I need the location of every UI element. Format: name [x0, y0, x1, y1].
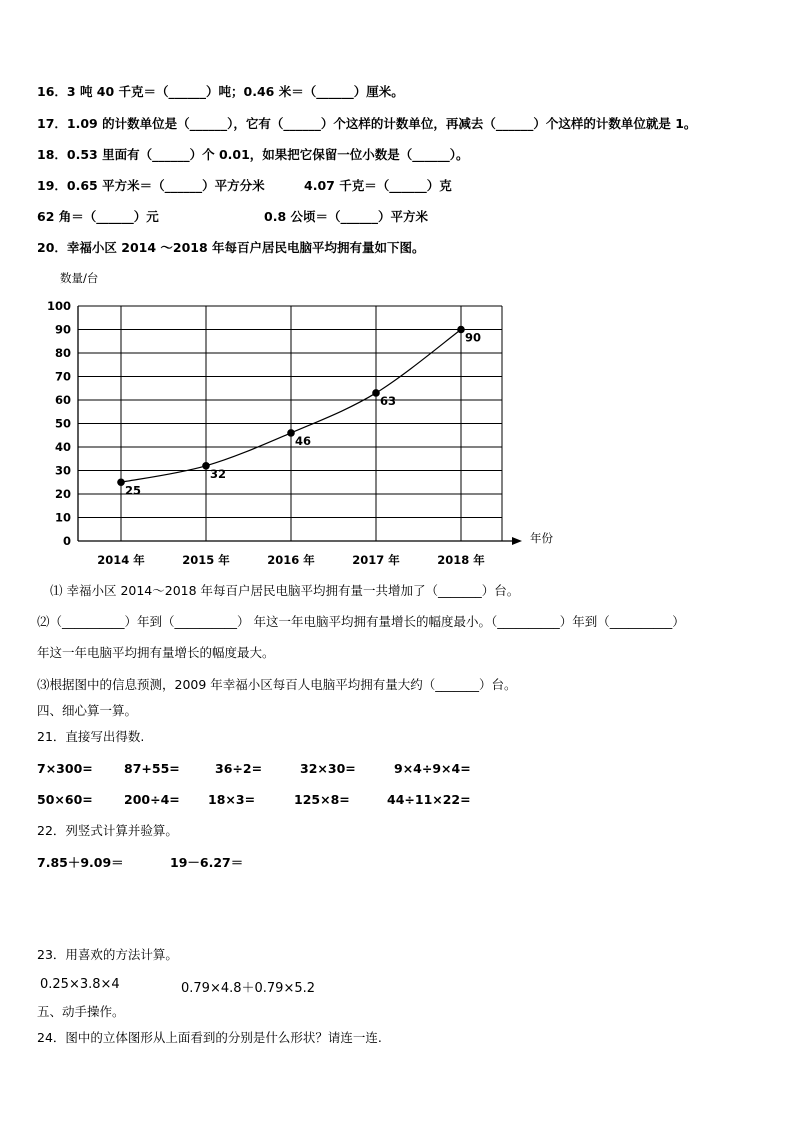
question-24: 24．图中的立体图形从上面看到的分别是什么形状？请连一连. — [37, 1030, 382, 1045]
data-point — [287, 429, 295, 437]
data-point — [202, 462, 210, 470]
question-23: 23．用喜欢的方法计算。 — [37, 947, 178, 962]
question-18: 18．0.53 里面有（______）个 0.01，如果把它保留一位小数是（______）。 — [37, 147, 469, 162]
calc-23-b: 0.79×4.8＋0.79×5.2 — [181, 981, 316, 996]
calc-21-r2-c1: 50×60= — [37, 792, 93, 807]
x-axis-arrow — [512, 537, 522, 545]
question-19-c: 62 角＝（______）元 — [37, 209, 159, 224]
question-20-1: ⑴ 幸福小区 2014～2018 年每百户居民电脑平均拥有量一共增加了（_______）台。 — [50, 583, 520, 598]
x-tick-label: 2016 年 — [267, 553, 315, 567]
data-label: 90 — [465, 330, 482, 345]
y-axis-label: 数量/台 — [60, 271, 99, 285]
data-point — [117, 478, 125, 486]
data-label: 63 — [380, 393, 397, 408]
y-tick-label: 30 — [54, 463, 71, 478]
calc-22-b: 19－6.27＝ — [170, 855, 244, 870]
y-tick-label: 40 — [54, 440, 71, 454]
question-16: 16．3 吨 40 千克＝（______）吨；0.46 米＝（______）厘米。 — [37, 84, 404, 99]
question-19-b: 4.07 千克＝（______）克 — [304, 178, 452, 193]
data-point — [457, 326, 465, 334]
question-20: 20．幸福小区 2014 ～2018 年每百户居民电脑平均拥有量如下图。 — [37, 240, 425, 255]
calc-21-r2-c2: 200÷4= — [124, 792, 180, 807]
chart-axes — [78, 306, 522, 545]
x-tick-label: 2015 年 — [182, 553, 230, 567]
calc-21-r1-c1: 7×300= — [37, 761, 93, 776]
calc-21-r1-c2: 87+55= — [124, 761, 180, 776]
y-tick-label: 60 — [54, 393, 71, 407]
y-tick-label: 80 — [54, 346, 71, 360]
calc-21-r2-c5: 44÷11×22= — [387, 792, 471, 807]
question-20-2b: 年这一年电脑平均拥有量增长的幅度最大。 — [37, 645, 275, 660]
chart-ticks — [47, 299, 485, 567]
chart-grid — [78, 306, 502, 541]
calc-23-a: 0.25×3.8×4 — [40, 977, 120, 992]
calc-21-r1-c5: 9×4÷9×4= — [394, 761, 471, 776]
question-20-3: ⑶根据图中的信息预测，2009 年幸福小区每百人电脑平均拥有量大约（_______）台。 — [37, 677, 517, 692]
question-19-d: 0.8 公顷＝（______）平方米 — [264, 209, 428, 224]
question-20-2a: ⑵（__________）年到（__________） 年这一年电脑平均拥有量增长的幅度最小。（__________）年到（__________） — [37, 614, 685, 629]
x-tick-label: 2014 年 — [97, 553, 145, 567]
y-tick-label: 0 — [62, 534, 71, 548]
section-5-heading: 五、动手操作。 — [37, 1004, 125, 1019]
calc-21-r1-c3: 36÷2= — [215, 761, 263, 776]
calc-22-a: 7.85＋9.09＝ — [37, 855, 124, 870]
y-tick-label: 70 — [54, 369, 71, 384]
x-tick-label: 2017 年 — [352, 553, 400, 567]
section-4-heading: 四、细心算一算。 — [37, 703, 138, 718]
data-label: 25 — [125, 483, 142, 498]
y-tick-label: 20 — [54, 487, 71, 501]
question-17: 17．1.09 的计数单位是（______），它有（______）个这样的计数单位，再减去（______）个这样的计数单位就是 1。 — [37, 116, 697, 131]
y-tick-label: 90 — [54, 322, 71, 337]
data-label: 32 — [210, 466, 227, 481]
calc-21-r2-c3: 18×3= — [208, 792, 256, 807]
chart-series — [117, 326, 481, 498]
calc-21-r1-c4: 32×30= — [300, 761, 356, 776]
x-axis-label: 年份 — [530, 531, 553, 545]
data-label: 46 — [295, 433, 312, 448]
data-point — [372, 389, 380, 397]
question-19-a: 19．0.65 平方米＝（______）平方分米 — [37, 178, 265, 193]
y-tick-label: 100 — [46, 299, 71, 313]
calc-21-r2-c4: 125×8= — [294, 792, 350, 807]
y-tick-label: 50 — [54, 416, 71, 431]
question-21: 21．直接写出得数. — [37, 729, 145, 744]
y-tick-label: 10 — [54, 510, 71, 525]
question-22: 22．列竖式计算并验算。 — [37, 823, 178, 838]
x-tick-label: 2018 年 — [437, 553, 485, 567]
